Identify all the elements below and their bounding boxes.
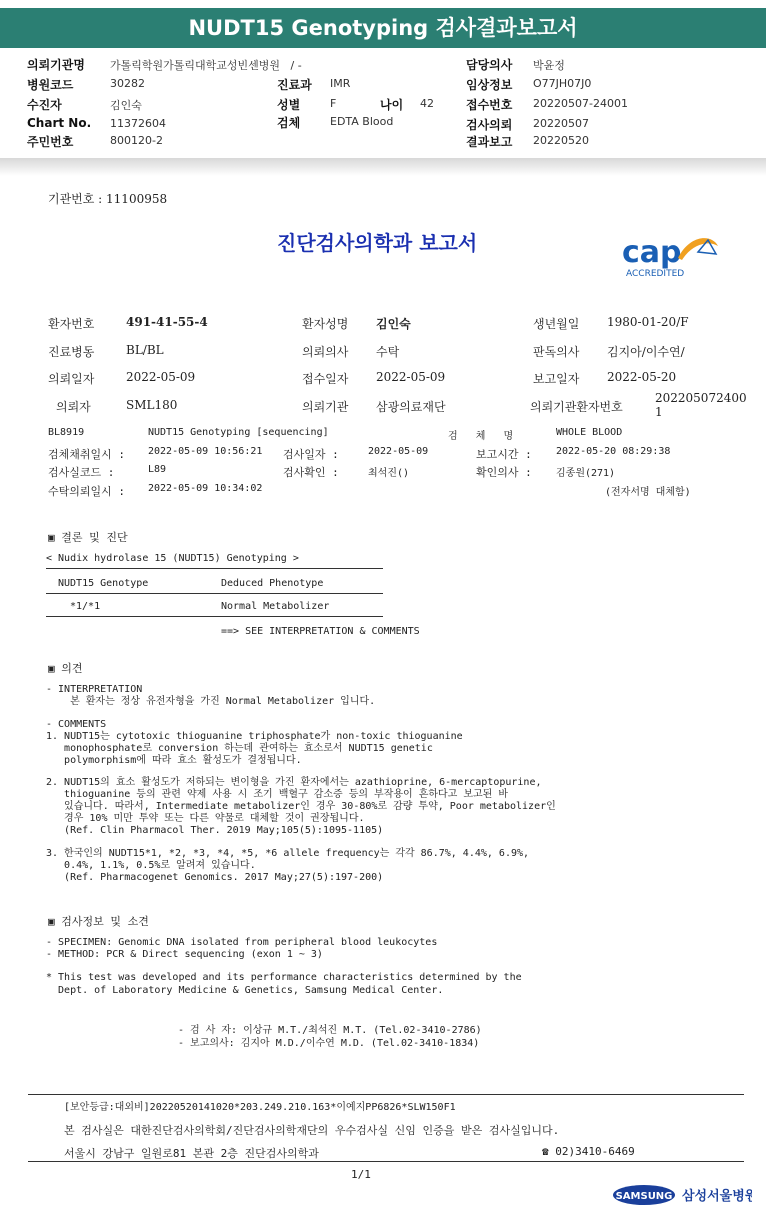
patient-value: 수탁	[376, 345, 400, 359]
patient-label: 진료병동	[48, 345, 95, 359]
header-value: F	[330, 97, 337, 110]
patient-value: SML180	[126, 398, 178, 412]
footer-rule	[28, 1094, 744, 1095]
test-value: WHOLE BLOOD	[556, 427, 623, 438]
header-value: 20220507	[533, 117, 589, 130]
header-label: 결과보고	[466, 135, 513, 149]
patient-value: BL/BL	[126, 343, 164, 357]
header-value: O77JH07J0	[533, 77, 592, 90]
certification-line: 본 검사실은 대한진단검사의학회/진단검사의학재단의 우수검사실 신임 인증을 받은 검사실입니다.	[64, 1124, 560, 1137]
header-label: 접수번호	[466, 98, 513, 112]
header-value: 800120-2	[110, 134, 163, 147]
patient-value: 2022-05-09	[126, 370, 196, 384]
patient-label: 의뢰기관환자번호	[530, 400, 623, 414]
patient-label: 의뢰기관	[302, 400, 349, 414]
patient-label: 의뢰자	[56, 400, 91, 414]
opinion-line: 1. NUDT15는 cytotoxic thioguanine triphosphate가 non-toxic thioguanine	[46, 730, 463, 742]
genotype-value: *1/*1	[70, 601, 101, 612]
test-label: 보고시간 :	[476, 448, 532, 461]
test-value: 2022-05-20 08:29:38	[556, 446, 671, 457]
patient-label: 환자성명	[302, 317, 349, 331]
opinion-line	[46, 766, 556, 777]
header-value: 가톨릭학원가톨릭대학교성빈센병원 / -	[110, 59, 302, 72]
test-label: 검 체 명	[448, 431, 514, 442]
opinion-line: 3. 한국인의 NUDT15*1, *2, *3, *4, *5, *6 allele frequency는 각각 86.7%, 4.4%, 6.9%,	[46, 847, 530, 859]
opinion-line: - COMMENTS	[46, 718, 107, 730]
opinion-line: 2. NUDT15의 효소 활성도가 저하되는 변이형을 가진 환자에서는 azathioprine, 6-mercaptopurine,	[46, 777, 542, 789]
page-number: 1/1	[351, 1168, 371, 1181]
patient-value: 김지아/이수연/	[607, 345, 685, 359]
test-value: 최석진()	[368, 468, 410, 479]
header-value: 11372604	[110, 117, 166, 130]
patient-value: 1980-01-20/F	[607, 315, 689, 329]
header-label: 수진자	[27, 98, 62, 112]
header-label: 임상정보	[466, 78, 513, 92]
section-heading: ▣ 검사정보 및 소견	[48, 915, 149, 928]
header-value: 30282	[110, 77, 145, 90]
phone-line: ☎ 02)3410-6469	[542, 1145, 635, 1158]
patient-label: 환자번호	[48, 317, 95, 331]
header-label: 담당의사	[466, 58, 513, 72]
test-label: 검사일자 :	[283, 448, 339, 461]
section-heading: ▣ 결론 및 진단	[48, 531, 128, 544]
table-header-phenotype: Deduced Phenotype	[221, 578, 324, 589]
test-label: 확인의사 :	[476, 466, 532, 479]
patient-label: 판독의사	[533, 345, 580, 359]
test-label: 검사실코드 :	[48, 466, 115, 479]
cap-logo-sub: ACCREDITED	[626, 269, 685, 279]
header-value: 42	[420, 97, 434, 110]
e-signature-note: (전자서명 대체함)	[605, 487, 691, 498]
header-label: 병원코드	[27, 78, 74, 92]
patient-value: 202205072400	[655, 391, 747, 405]
table-header-genotype: NUDT15 Genotype	[58, 578, 149, 589]
header-value: 박윤정	[533, 59, 565, 72]
test-label: 수탁의뢰일시 :	[48, 485, 126, 498]
tester-line: - 검 사 자: 이상규 M.T./최석진 M.T. (Tel.02-3410-2786)	[178, 1025, 482, 1036]
patient-label: 의뢰의사	[302, 345, 349, 359]
samsung-hospital-logo	[612, 1183, 752, 1207]
opinion-text	[46, 684, 556, 884]
page-divider-shadow	[0, 158, 766, 176]
header-label: 주민번호	[27, 135, 74, 149]
patient-value: 2022-05-20	[607, 370, 677, 384]
patient-label: 접수일자	[302, 372, 349, 386]
patient-name: 김인숙	[376, 317, 411, 331]
logo-samsung-text: SAMSUNG	[615, 1191, 673, 1202]
info-text	[46, 937, 522, 997]
test-label: 검사확인 :	[283, 466, 339, 479]
info-line: * This test was developed and its performance characteristics determined by the	[46, 972, 522, 984]
header-label: 의뢰기관명	[27, 58, 85, 72]
table-rule	[46, 593, 383, 594]
header-value: 20220520	[533, 134, 589, 147]
patient-id: 491-41-55-4	[126, 315, 208, 329]
phenotype-value: Normal Metabolizer	[221, 601, 330, 612]
patient-value: 1	[655, 405, 663, 419]
patient-value: 2022-05-09	[376, 370, 446, 384]
opinion-line: monophosphate로 conversion 하는데 관여하는 효소로서 NUDT15 genetic	[46, 742, 433, 754]
opinion-line	[46, 837, 556, 848]
patient-label: 의뢰일자	[48, 372, 95, 386]
header-label: Chart No.	[27, 116, 92, 130]
info-line: Dept. of Laboratory Medicine & Genetics, Samsung Medical Center.	[46, 984, 444, 996]
footer-rule	[28, 1161, 744, 1162]
section-heading: ▣ 의견	[48, 662, 83, 675]
opinion-line: 본 환자는 정상 유전자형을 가진 Normal Metabolizer 입니다.	[46, 695, 376, 707]
security-line: [보안등급:대외비]20220520141020*203.249.210.163*이예지PP6826*SLW150F1	[64, 1102, 456, 1113]
header-value: EDTA Blood	[330, 115, 394, 128]
opinion-line: (Ref. Clin Pharmacol Ther. 2019 May;105(5):1095-1105)	[46, 825, 384, 837]
cap-logo-text: cap	[622, 235, 682, 270]
header-value: 20220507-24001	[533, 97, 628, 110]
report-header-title: NUDT15 Genotyping 검사결과보고서	[0, 8, 766, 48]
address-line: 서울시 강남구 일원로81 본관 2층 진단검사의학과	[64, 1147, 319, 1160]
test-value: 2022-05-09 10:56:21	[148, 446, 263, 457]
opinion-line: 있습니다. 따라서, Intermediate metabolizer인 경우 30-80%로 감량 투약, Poor metabolizer인	[46, 801, 556, 813]
test-label: 검체채취일시 :	[48, 448, 126, 461]
info-line: - METHOD: PCR & Direct sequencing (exon 1 ~ 3)	[46, 949, 323, 961]
header-value: IMR	[330, 77, 351, 90]
patient-value: 삼광의료재단	[376, 400, 446, 414]
opinion-line: thioguanine 등의 관련 약제 사용 시 조기 백혈구 감소증 등의 부작용이 흔하다고 보고된 바	[46, 789, 509, 801]
institution-number: 기관번호 : 11100958	[48, 192, 168, 206]
header-value: 김인숙	[110, 99, 142, 112]
test-value: 김종원(271)	[556, 468, 616, 479]
header-label: 성별	[277, 98, 301, 112]
test-value: 2022-05-09 10:34:02	[148, 483, 263, 494]
cap-accredited-logo	[620, 232, 724, 280]
info-line: - SPECIMEN: Genomic DNA isolated from peripheral blood leukocytes	[46, 937, 438, 948]
header-label: 검사의뢰	[466, 118, 513, 132]
info-line	[46, 961, 522, 972]
patient-label: 생년월일	[533, 317, 580, 331]
opinion-line: (Ref. Pharmacogenet Genomics. 2017 May;27(5):197-200)	[46, 871, 384, 883]
header-label: 검체	[277, 116, 301, 130]
test-name: NUDT15 Genotyping [sequencing]	[148, 427, 329, 438]
opinion-line: 0.4%, 1.1%, 0.5%로 알려져 있습니다.	[46, 859, 256, 871]
header-label: 진료과	[277, 78, 312, 92]
gene-title: < Nudix hydrolase 15 (NUDT15) Genotyping >	[46, 553, 299, 564]
test-value: 2022-05-09	[368, 446, 429, 457]
patient-label: 보고일자	[533, 372, 580, 386]
opinion-line	[46, 708, 556, 719]
header-label: 나이	[380, 98, 404, 112]
opinion-line: polymorphism에 따라 효소 활성도가 결정됩니다.	[46, 754, 302, 766]
page-title: 진단검사의학과 보고서	[277, 231, 478, 255]
logo-hospital-text: 삼성서울병원	[682, 1189, 752, 1204]
opinion-line: 경우 10% 미만 투약 또는 다른 약물로 대체할 것이 권장됩니다.	[46, 813, 365, 825]
test-value: L89	[148, 464, 167, 475]
test-code: BL8919	[48, 427, 85, 438]
opinion-line: - INTERPRETATION	[46, 684, 143, 695]
table-rule	[46, 568, 383, 569]
table-rule	[46, 616, 383, 617]
reporter-line: - 보고의사: 김지아 M.D./이수연 M.D. (Tel.02-3410-1834)	[178, 1038, 480, 1049]
see-interpretation-note: ==> SEE INTERPRETATION & COMMENTS	[221, 626, 420, 637]
